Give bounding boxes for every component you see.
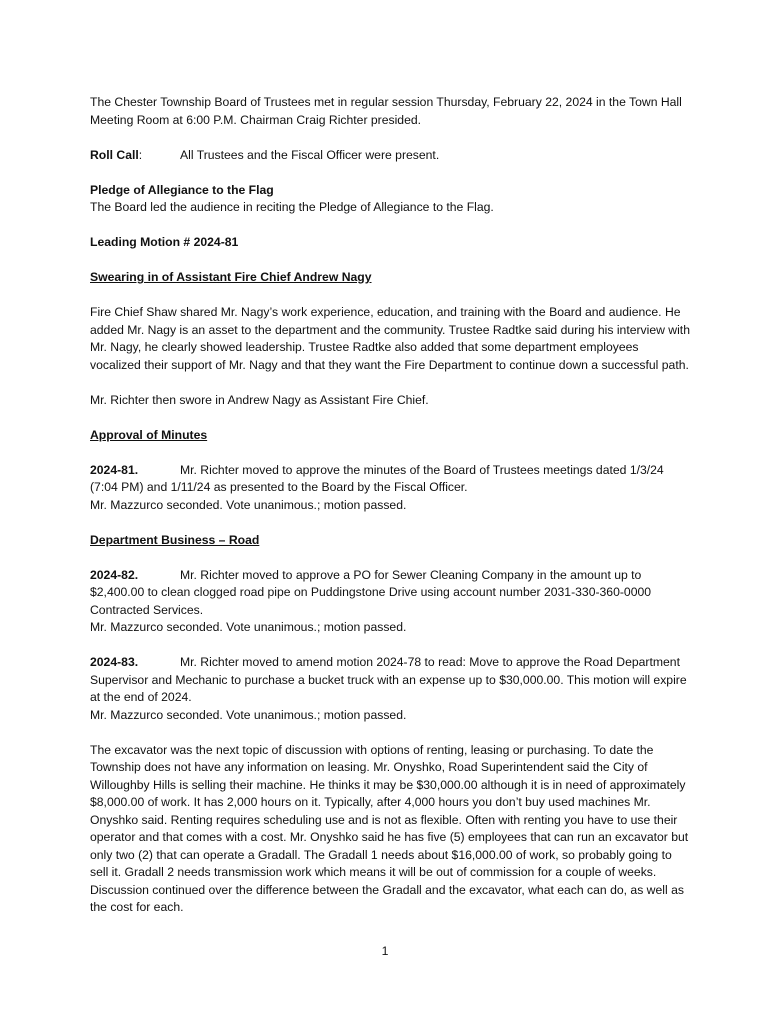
motion-text: Mr. Richter moved to amend motion 2024-78 to read: Move to approve the Road Department Supervisor and Mechanic to purchase a bucket truck with an expense up to $30,000.00. This motion will expire at the end of 2024.: [90, 655, 687, 704]
motion-2024-83: [90, 654, 690, 724]
leading-motion: Leading Motion # 2024-81: [90, 235, 239, 249]
swearing-paragraph-1: Fire Chief Shaw shared Mr. Nagy’s work experience, education, and training with the Board and audience. He added Mr. Nagy is an asset to the department and the community. Trustee Radtke said during his interview with Mr. Nagy, he clearly showed leadership. Trustee Radtke also added that some department employees vocalized their support of Mr. Nagy and that they want the Fire Department to continue down a successful path.: [90, 305, 690, 372]
excavator-discussion: The excavator was the next topic of discussion with options of renting, leasing or purchasing. To date the Township does not have any information on leasing. Mr. Onyshko, Road Superintendent said the City of Willoughby Hills is selling their machine. He thinks it may be $30,000.00 although it is in need of approximately $8,000.00 of work. It has 2,000 hours on it. Typically, after 4,000 hours you don’t buy used machines Mr. Onyshko said. Renting requires scheduling use and is not as flexible. Often with renting you have to use their operator and that comes with a cost. Mr. Onyshko said he has five (5) employees that can run an excavator but only two (2) that can operate a Gradall. The Gradall 1 needs about $16,000.00 of work, so probably going to sell it. Gradall 2 needs transmission work which means it will be out of commission for a couple of weeks. Discussion continued over the difference between the Gradall and the excavator, what each can do, as well as the cost for each.: [90, 742, 689, 914]
roll-call: [90, 147, 690, 165]
pledge-text: The Board led the audience in reciting the Pledge of Allegiance to the Flag.: [90, 200, 494, 214]
motion-number: 2024-82.: [90, 567, 139, 582]
pledge-section: [90, 182, 690, 217]
motion-number: 2024-83.: [90, 655, 139, 669]
pledge-heading: Pledge of Allegiance to the Flag: [90, 182, 274, 197]
motion-text: Mr. Richter moved to approve a PO for Sewer Cleaning Company in the amount up to $2,400.00 to clean clogged road pipe on Puddingstone Drive using account number 2031-330-360-0000 Contracted Services.: [90, 567, 652, 617]
roll-call-text: All Trustees and the Fiscal Officer were present.: [180, 147, 440, 162]
motion-text: Mr. Richter moved to approve the minutes of the Board of Trustees meetings dated 1/3/24 (7:04 PM) and 1/11/24 as presented to the Board by the Fiscal Officer.: [90, 462, 664, 494]
page-number: 1: [381, 944, 389, 958]
motion-2024-81: [90, 462, 690, 515]
document-body: [90, 94, 690, 934]
swearing-paragraph-2: Mr. Richter then swore in Andrew Nagy as Assistant Fire Chief.: [90, 392, 429, 407]
motion-vote: Mr. Mazzurco seconded. Vote unanimous.; motion passed.: [90, 707, 407, 722]
intro-paragraph: The Chester Township Board of Trustees met in regular session Thursday, February 22, 2024 in the Town Hall Meeting Room at 6:00 P.M. Chairman Craig Richter presided.: [90, 95, 682, 127]
minutes-heading: Approval of Minutes: [90, 427, 208, 442]
motion-vote: Mr. Mazzurco seconded. Vote unanimous.; motion passed.: [90, 620, 407, 634]
road-heading: Department Business – Road: [90, 532, 260, 547]
swearing-heading: Swearing in of Assistant Fire Chief Andrew Nagy: [90, 270, 372, 284]
motion-number: 2024-81.: [90, 462, 139, 477]
roll-call-label: Roll Call:: [90, 147, 143, 162]
motion-2024-82: [90, 567, 690, 637]
motion-vote: Mr. Mazzurco seconded. Vote unanimous.; motion passed.: [90, 497, 407, 512]
